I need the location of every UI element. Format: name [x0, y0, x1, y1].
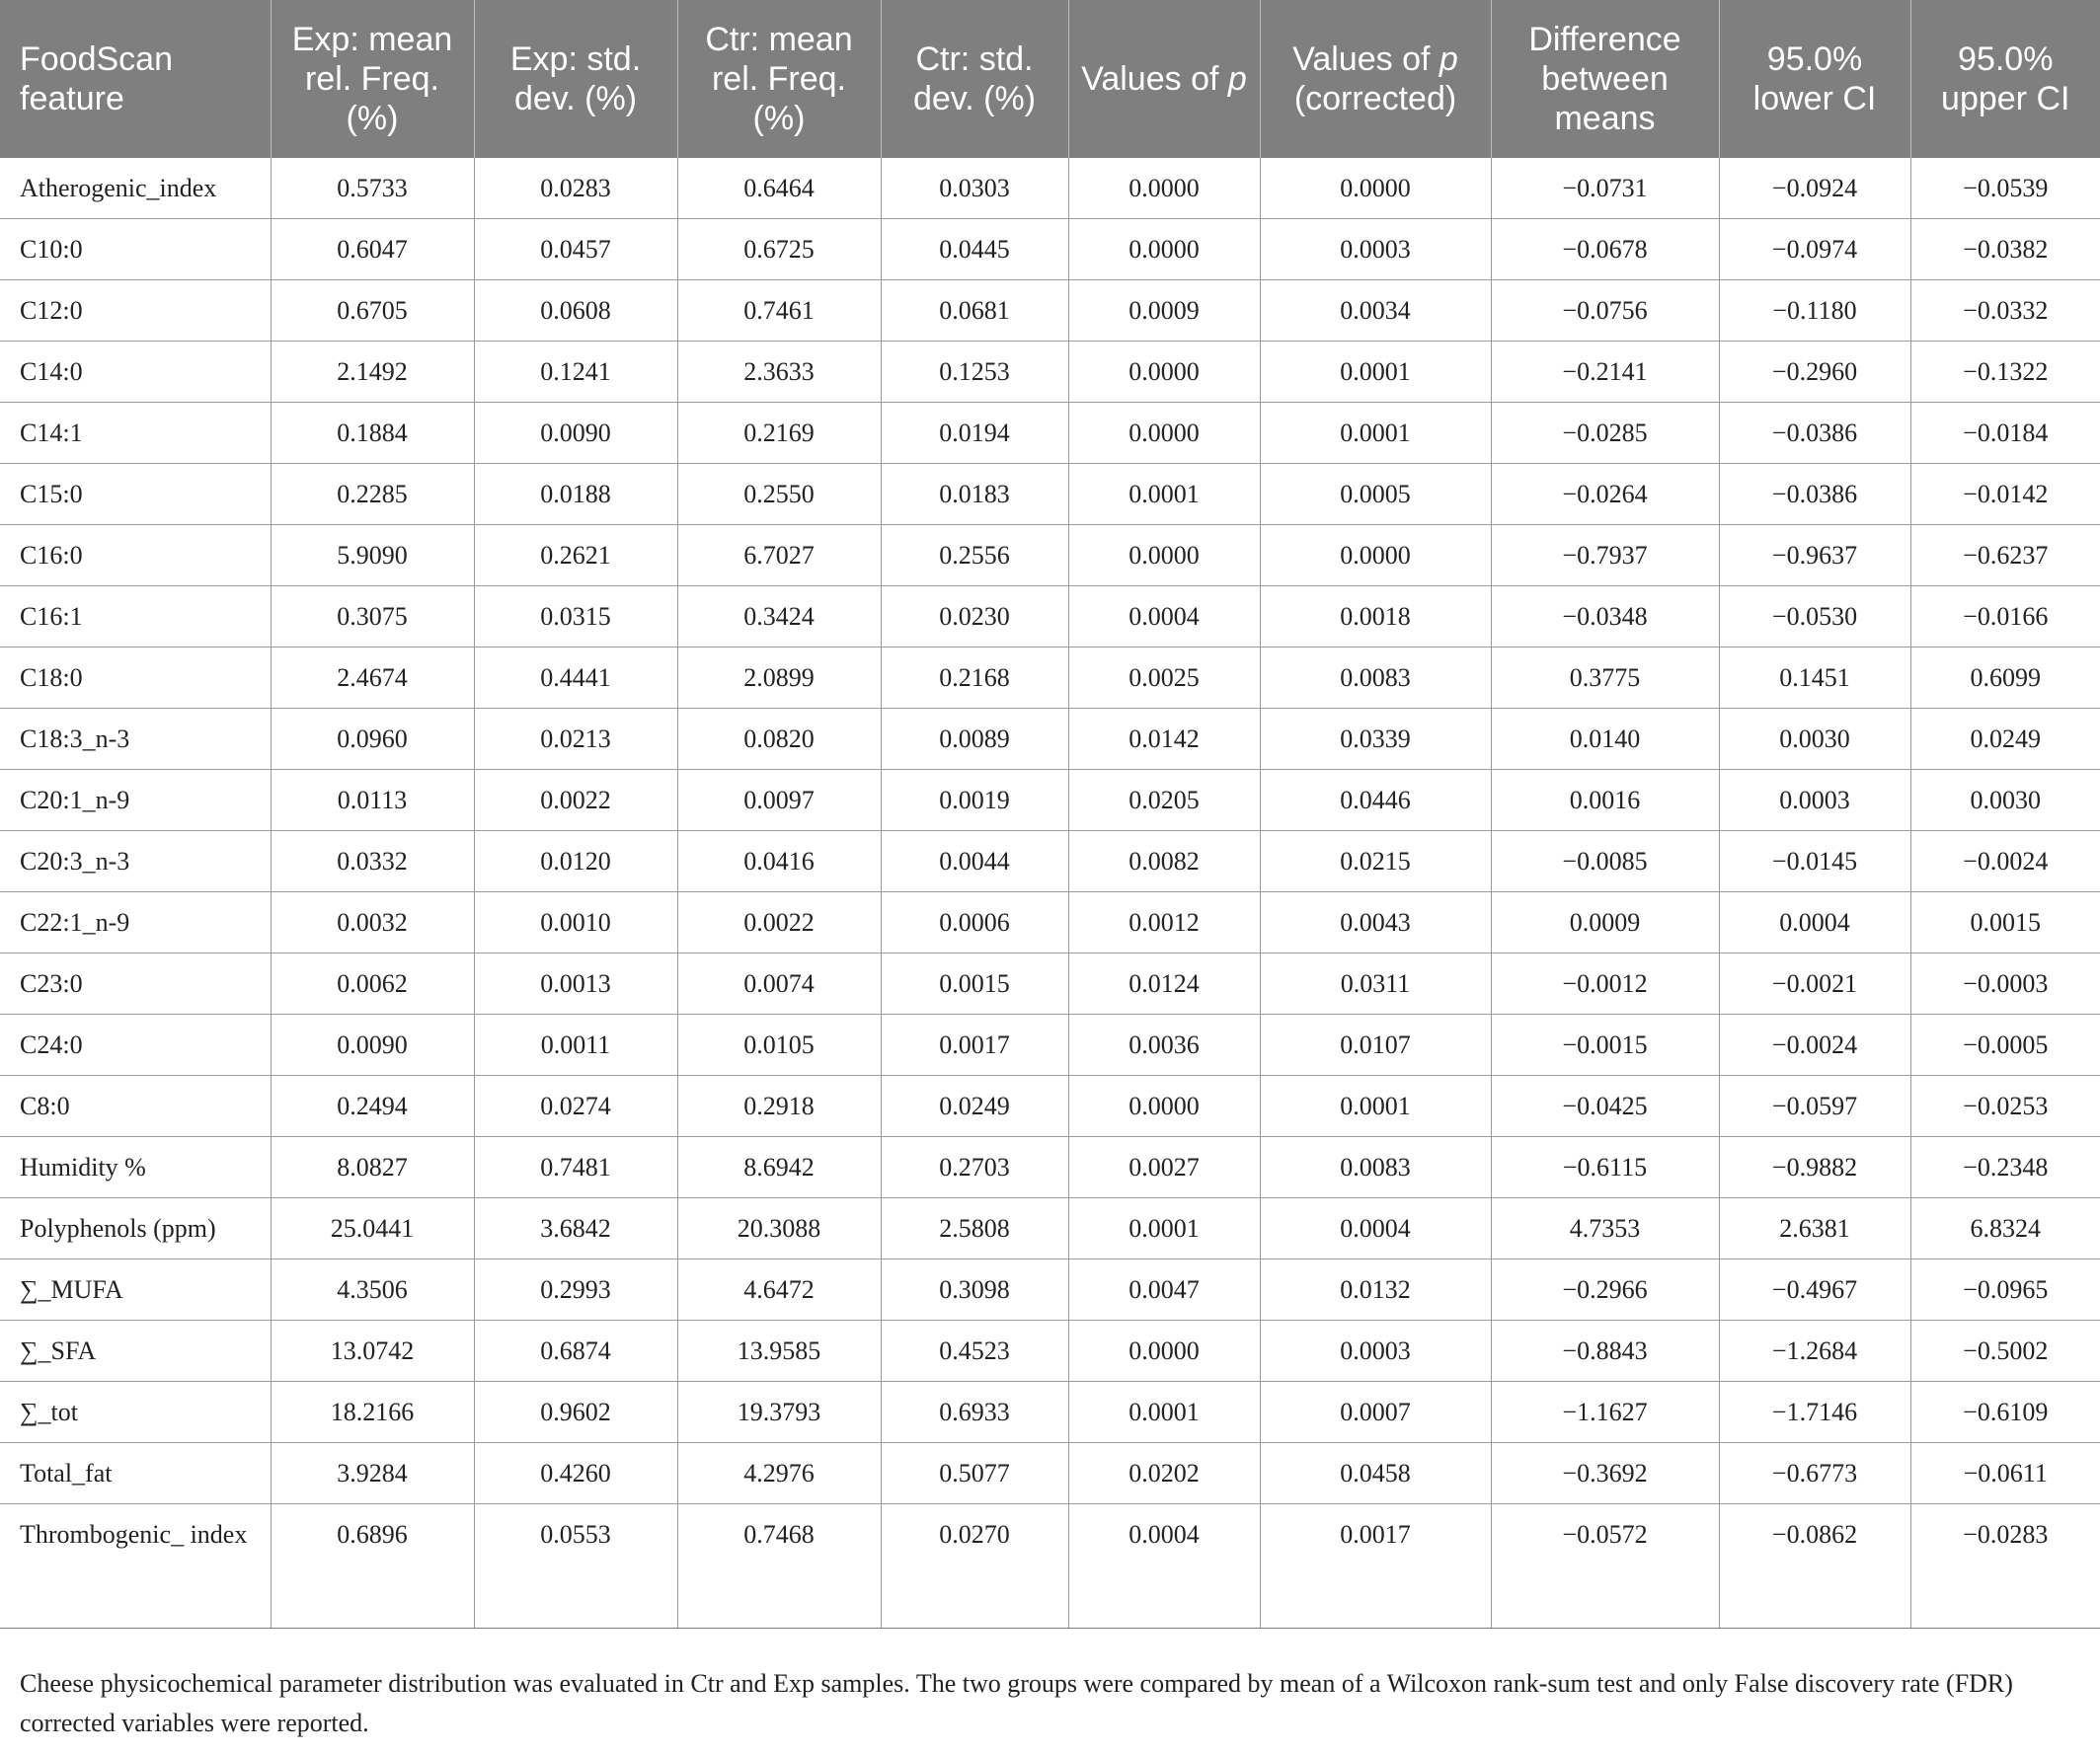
table-cell: 0.0027: [1068, 1137, 1260, 1198]
table-cell: 0.6896: [271, 1504, 474, 1629]
table-cell: −0.0425: [1491, 1076, 1719, 1137]
table-cell: 0.2703: [881, 1137, 1068, 1198]
table-cell: −0.5002: [1910, 1321, 2100, 1382]
table-row: [0, 1382, 2100, 1443]
table-cell: 0.0001: [1068, 1198, 1260, 1259]
table-cell: 0.2918: [677, 1076, 881, 1137]
table-cell: 0.0205: [1068, 770, 1260, 831]
table-cell: −0.7937: [1491, 525, 1719, 586]
column-header-text: Values of: [1081, 60, 1228, 98]
table-cell: −0.8843: [1491, 1321, 1719, 1382]
table-cell: 0.0022: [474, 770, 677, 831]
table-cell: 5.9090: [271, 525, 474, 586]
table-cell: 0.2168: [881, 648, 1068, 709]
table-row: [0, 953, 2100, 1015]
column-header: [1068, 0, 1260, 158]
table-cell: 0.0140: [1491, 709, 1719, 770]
table-cell: 0.0283: [474, 158, 677, 219]
table-cell: 0.9602: [474, 1382, 677, 1443]
table-cell: 0.0820: [677, 709, 881, 770]
table-cell: −0.6773: [1719, 1443, 1910, 1504]
header-row: [0, 0, 2100, 158]
table-cell: 0.0249: [881, 1076, 1068, 1137]
table-cell: 0.0010: [474, 892, 677, 953]
table-cell: 0.0202: [1068, 1443, 1260, 1504]
table-cell: −0.0756: [1491, 280, 1719, 342]
table-cell: −0.0611: [1910, 1443, 2100, 1504]
table-cell: 0.3424: [677, 586, 881, 648]
table-row: [0, 892, 2100, 953]
row-label: Total_fat: [0, 1443, 271, 1504]
table-cell: −0.2960: [1719, 342, 1910, 403]
table-cell: 0.0001: [1068, 1382, 1260, 1443]
table-cell: 0.0315: [474, 586, 677, 648]
table-cell: 0.0003: [1260, 1321, 1491, 1382]
table-cell: 0.0016: [1491, 770, 1719, 831]
table-cell: −0.0348: [1491, 586, 1719, 648]
table-cell: −0.0024: [1910, 831, 2100, 892]
row-label: C15:0: [0, 464, 271, 525]
table-cell: −0.0283: [1910, 1504, 2100, 1629]
table-cell: −0.0264: [1491, 464, 1719, 525]
table-cell: −0.0530: [1719, 586, 1910, 648]
table-row: [0, 1198, 2100, 1259]
table-cell: 0.6099: [1910, 648, 2100, 709]
table-cell: 0.7468: [677, 1504, 881, 1629]
table-cell: 0.2494: [271, 1076, 474, 1137]
table-cell: 13.9585: [677, 1321, 881, 1382]
table-cell: −0.1180: [1719, 280, 1910, 342]
table-row: [0, 1504, 2100, 1629]
table-cell: 0.0015: [1910, 892, 2100, 953]
table-cell: 0.0044: [881, 831, 1068, 892]
table-cell: 0.4441: [474, 648, 677, 709]
table-cell: −0.3692: [1491, 1443, 1719, 1504]
table-cell: −0.0924: [1719, 158, 1910, 219]
table-cell: 0.0416: [677, 831, 881, 892]
table-cell: −0.2348: [1910, 1137, 2100, 1198]
table-row: [0, 1015, 2100, 1076]
table-cell: 0.0074: [677, 953, 881, 1015]
table-row: [0, 342, 2100, 403]
table-cell: 0.2169: [677, 403, 881, 464]
table-cell: 0.0032: [271, 892, 474, 953]
table-row: [0, 1443, 2100, 1504]
table-cell: 0.0339: [1260, 709, 1491, 770]
table-cell: 0.0004: [1719, 892, 1910, 953]
table-cell: −0.6237: [1910, 525, 2100, 586]
table-cell: 0.0000: [1068, 342, 1260, 403]
table-row: [0, 219, 2100, 280]
table-cell: 0.0001: [1260, 403, 1491, 464]
table-cell: −0.9637: [1719, 525, 1910, 586]
table-cell: 0.0019: [881, 770, 1068, 831]
table-cell: −0.0285: [1491, 403, 1719, 464]
table-cell: 0.0458: [1260, 1443, 1491, 1504]
table-row: [0, 280, 2100, 342]
row-label: ∑_SFA: [0, 1321, 271, 1382]
table-cell: 2.3633: [677, 342, 881, 403]
column-header: [0, 0, 271, 158]
table-cell: 19.3793: [677, 1382, 881, 1443]
table-cell: 0.0311: [1260, 953, 1491, 1015]
column-header: [474, 0, 677, 158]
column-header-italic: p: [1227, 60, 1247, 98]
row-label: Polyphenols (ppm): [0, 1198, 271, 1259]
table-caption: Cheese physicochemical parameter distribution was evaluated in Ctr and Exp samples. The two groups were compared by mean of a Wilcoxon rank-sum test and only False discovery rate (FDR) corrected variables were reported.: [20, 1669, 2013, 1737]
table-cell: 0.0017: [1260, 1504, 1491, 1629]
table-cell: 0.0090: [474, 403, 677, 464]
table-row: [0, 586, 2100, 648]
table-cell: 0.0332: [271, 831, 474, 892]
row-label: C22:1_n-9: [0, 892, 271, 953]
table-cell: 0.0034: [1260, 280, 1491, 342]
table-cell: 0.0105: [677, 1015, 881, 1076]
table-row: [0, 1321, 2100, 1382]
row-label: C23:0: [0, 953, 271, 1015]
column-header: [1910, 0, 2100, 158]
row-label: C8:0: [0, 1076, 271, 1137]
table-cell: 8.6942: [677, 1137, 881, 1198]
table-cell: 0.0457: [474, 219, 677, 280]
table-cell: 0.0194: [881, 403, 1068, 464]
table-cell: 0.0000: [1068, 525, 1260, 586]
table-cell: 18.2166: [271, 1382, 474, 1443]
table-cell: 0.0183: [881, 464, 1068, 525]
column-header-text: Ctr: std. dev. (%): [912, 40, 1037, 117]
table-cell: −0.0572: [1491, 1504, 1719, 1629]
table-row: [0, 770, 2100, 831]
table-cell: 0.5077: [881, 1443, 1068, 1504]
row-label: C10:0: [0, 219, 271, 280]
table-cell: 0.0009: [1068, 280, 1260, 342]
table-cell: −0.0386: [1719, 464, 1910, 525]
table-cell: −0.0021: [1719, 953, 1910, 1015]
table-cell: 0.0274: [474, 1076, 677, 1137]
table-cell: 0.0445: [881, 219, 1068, 280]
column-header-italic: p: [1439, 40, 1458, 78]
column-header: [1260, 0, 1491, 158]
table-cell: −0.0024: [1719, 1015, 1910, 1076]
column-header-suffix: (corrected): [1293, 80, 1457, 117]
table-cell: 0.3075: [271, 586, 474, 648]
table-cell: 0.0188: [474, 464, 677, 525]
table-cell: 0.0004: [1068, 1504, 1260, 1629]
table-row: [0, 648, 2100, 709]
table-cell: 0.0303: [881, 158, 1068, 219]
table-cell: 4.3506: [271, 1259, 474, 1321]
table-row: [0, 525, 2100, 586]
table-cell: −0.6115: [1491, 1137, 1719, 1198]
table-cell: 2.0899: [677, 648, 881, 709]
table-cell: 0.2285: [271, 464, 474, 525]
table-cell: 0.7481: [474, 1137, 677, 1198]
table-cell: 0.6464: [677, 158, 881, 219]
table-cell: 0.0025: [1068, 648, 1260, 709]
table-cell: 0.0113: [271, 770, 474, 831]
table-cell: −0.6109: [1910, 1382, 2100, 1443]
table-cell: 0.0000: [1068, 158, 1260, 219]
table-cell: 0.0083: [1260, 648, 1491, 709]
table-cell: 0.0004: [1260, 1198, 1491, 1259]
table-cell: 0.5733: [271, 158, 474, 219]
table-cell: 0.3098: [881, 1259, 1068, 1321]
table-cell: 0.0090: [271, 1015, 474, 1076]
table-cell: 0.0006: [881, 892, 1068, 953]
row-label: C16:0: [0, 525, 271, 586]
table-cell: 0.0270: [881, 1504, 1068, 1629]
table-cell: 0.1451: [1719, 648, 1910, 709]
table-cell: −0.0382: [1910, 219, 2100, 280]
table-cell: −0.0005: [1910, 1015, 2100, 1076]
table-cell: 4.6472: [677, 1259, 881, 1321]
table-cell: 0.0000: [1068, 1321, 1260, 1382]
column-header: [881, 0, 1068, 158]
column-header: [677, 0, 881, 158]
table-cell: −1.7146: [1719, 1382, 1910, 1443]
table-cell: 0.0213: [474, 709, 677, 770]
table-cell: 0.3775: [1491, 648, 1719, 709]
table-cell: 2.4674: [271, 648, 474, 709]
table-cell: 0.6047: [271, 219, 474, 280]
table-cell: 0.0009: [1491, 892, 1719, 953]
table-cell: 0.0000: [1260, 525, 1491, 586]
column-header-text: FoodScan feature: [20, 40, 173, 117]
table-cell: 0.0036: [1068, 1015, 1260, 1076]
table-cell: 0.6874: [474, 1321, 677, 1382]
table-row: [0, 831, 2100, 892]
table-cell: −0.1322: [1910, 342, 2100, 403]
table-cell: 0.0015: [881, 953, 1068, 1015]
table-cell: 0.0018: [1260, 586, 1491, 648]
table-cell: 0.2993: [474, 1259, 677, 1321]
table-cell: 0.0003: [1260, 219, 1491, 280]
table-cell: 0.2550: [677, 464, 881, 525]
table-cell: 0.4523: [881, 1321, 1068, 1382]
row-label: C20:1_n-9: [0, 770, 271, 831]
table-cell: 13.0742: [271, 1321, 474, 1382]
table-cell: −0.0386: [1719, 403, 1910, 464]
table-cell: 0.0446: [1260, 770, 1491, 831]
table-cell: −0.0678: [1491, 219, 1719, 280]
table-cell: −0.0253: [1910, 1076, 2100, 1137]
table-cell: −0.0012: [1491, 953, 1719, 1015]
table-cell: 0.0030: [1719, 709, 1910, 770]
table-cell: 0.0132: [1260, 1259, 1491, 1321]
table-cell: 4.2976: [677, 1443, 881, 1504]
table-cell: 6.8324: [1910, 1198, 2100, 1259]
row-label: C14:1: [0, 403, 271, 464]
table-row: [0, 158, 2100, 219]
table-cell: 0.0001: [1068, 464, 1260, 525]
row-label: Humidity %: [0, 1137, 271, 1198]
table-cell: 0.0249: [1910, 709, 2100, 770]
table-row: [0, 403, 2100, 464]
table-cell: −0.4967: [1719, 1259, 1910, 1321]
row-label: C24:0: [0, 1015, 271, 1076]
table-cell: 0.0681: [881, 280, 1068, 342]
table-cell: −0.0015: [1491, 1015, 1719, 1076]
table-cell: 0.0215: [1260, 831, 1491, 892]
column-header: [1491, 0, 1719, 158]
row-label: C12:0: [0, 280, 271, 342]
table-cell: 0.0022: [677, 892, 881, 953]
row-label: C16:1: [0, 586, 271, 648]
table-cell: 0.0017: [881, 1015, 1068, 1076]
table-cell: 2.5808: [881, 1198, 1068, 1259]
row-label: Atherogenic_index: [0, 158, 271, 219]
table-cell: 0.0005: [1260, 464, 1491, 525]
table-cell: 0.0082: [1068, 831, 1260, 892]
row-label: C18:0: [0, 648, 271, 709]
table-cell: 0.0142: [1068, 709, 1260, 770]
table-cell: −0.0862: [1719, 1504, 1910, 1629]
table-cell: 0.0004: [1068, 586, 1260, 648]
table-cell: −0.0974: [1719, 219, 1910, 280]
table-cell: 0.1884: [271, 403, 474, 464]
table-row: [0, 709, 2100, 770]
table-cell: −0.0965: [1910, 1259, 2100, 1321]
table-cell: −0.0003: [1910, 953, 2100, 1015]
table-cell: 0.0960: [271, 709, 474, 770]
table-cell: 0.0089: [881, 709, 1068, 770]
table-cell: 0.1241: [474, 342, 677, 403]
table-cell: 0.0000: [1068, 403, 1260, 464]
table-cell: 0.0047: [1068, 1259, 1260, 1321]
table-cell: 0.0013: [474, 953, 677, 1015]
column-header: [271, 0, 474, 158]
table-cell: 0.0012: [1068, 892, 1260, 953]
column-header-text: 95.0% upper CI: [1941, 40, 2070, 117]
table-cell: 0.2556: [881, 525, 1068, 586]
table-header: [0, 0, 2100, 158]
table-cell: −0.0085: [1491, 831, 1719, 892]
table-cell: 0.0553: [474, 1504, 677, 1629]
table-cell: 0.6933: [881, 1382, 1068, 1443]
table-cell: 4.7353: [1491, 1198, 1719, 1259]
column-header-text: 95.0% lower CI: [1752, 40, 1877, 117]
column-header-text: Exp: mean rel. Freq. (%): [291, 21, 453, 137]
table-cell: 0.0003: [1719, 770, 1910, 831]
table-cell: −0.0145: [1719, 831, 1910, 892]
table-cell: −0.0184: [1910, 403, 2100, 464]
row-label: ∑_tot: [0, 1382, 271, 1443]
table-cell: 0.0007: [1260, 1382, 1491, 1443]
table-cell: 0.0608: [474, 280, 677, 342]
table-cell: −0.0731: [1491, 158, 1719, 219]
column-header-text: Values of: [1292, 40, 1439, 78]
table-row: [0, 1259, 2100, 1321]
table-cell: 0.0043: [1260, 892, 1491, 953]
table-cell: 0.0107: [1260, 1015, 1491, 1076]
table-cell: 0.0030: [1910, 770, 2100, 831]
table-cell: 0.0097: [677, 770, 881, 831]
table-cell: −0.0166: [1910, 586, 2100, 648]
table-body: [0, 158, 2100, 1629]
table-cell: −0.0539: [1910, 158, 2100, 219]
table-cell: 0.2621: [474, 525, 677, 586]
table-cell: −0.0142: [1910, 464, 2100, 525]
table-cell: 0.1253: [881, 342, 1068, 403]
table-cell: −0.0332: [1910, 280, 2100, 342]
table-row: [0, 1137, 2100, 1198]
column-header-text: Ctr: mean rel. Freq. (%): [705, 21, 853, 137]
table-row: [0, 1076, 2100, 1137]
row-label: C20:3_n-3: [0, 831, 271, 892]
table-cell: 0.0120: [474, 831, 677, 892]
table-cell: 0.0062: [271, 953, 474, 1015]
table-cell: 2.6381: [1719, 1198, 1910, 1259]
table-cell: 0.6725: [677, 219, 881, 280]
row-label: C14:0: [0, 342, 271, 403]
row-label: C18:3_n-3: [0, 709, 271, 770]
column-header-text: Difference between means: [1528, 21, 1681, 137]
table-cell: −1.2684: [1719, 1321, 1910, 1382]
table-cell: 6.7027: [677, 525, 881, 586]
table-cell: −0.0597: [1719, 1076, 1910, 1137]
table-cell: 0.0124: [1068, 953, 1260, 1015]
table-cell: 3.9284: [271, 1443, 474, 1504]
table-cell: 0.0000: [1260, 158, 1491, 219]
row-label: Thrombogenic_ index: [0, 1504, 271, 1629]
table-cell: 0.4260: [474, 1443, 677, 1504]
table-cell: 0.0001: [1260, 1076, 1491, 1137]
table-cell: 8.0827: [271, 1137, 474, 1198]
table-cell: 20.3088: [677, 1198, 881, 1259]
table-cell: 0.0011: [474, 1015, 677, 1076]
table-cell: 0.0000: [1068, 1076, 1260, 1137]
table-cell: −0.9882: [1719, 1137, 1910, 1198]
table-cell: 0.0230: [881, 586, 1068, 648]
table-cell: 0.0001: [1260, 342, 1491, 403]
table-row: [0, 464, 2100, 525]
table-cell: 25.0441: [271, 1198, 474, 1259]
table-cell: −1.1627: [1491, 1382, 1719, 1443]
table-cell: 0.0083: [1260, 1137, 1491, 1198]
column-header: [1719, 0, 1910, 158]
row-label: ∑_MUFA: [0, 1259, 271, 1321]
table-cell: −0.2966: [1491, 1259, 1719, 1321]
table-cell: 0.6705: [271, 280, 474, 342]
table-cell: 0.7461: [677, 280, 881, 342]
table-cell: 2.1492: [271, 342, 474, 403]
table-cell: 3.6842: [474, 1198, 677, 1259]
table-cell: 0.0000: [1068, 219, 1260, 280]
table-cell: −0.2141: [1491, 342, 1719, 403]
column-header-text: Exp: std. dev. (%): [509, 40, 642, 117]
